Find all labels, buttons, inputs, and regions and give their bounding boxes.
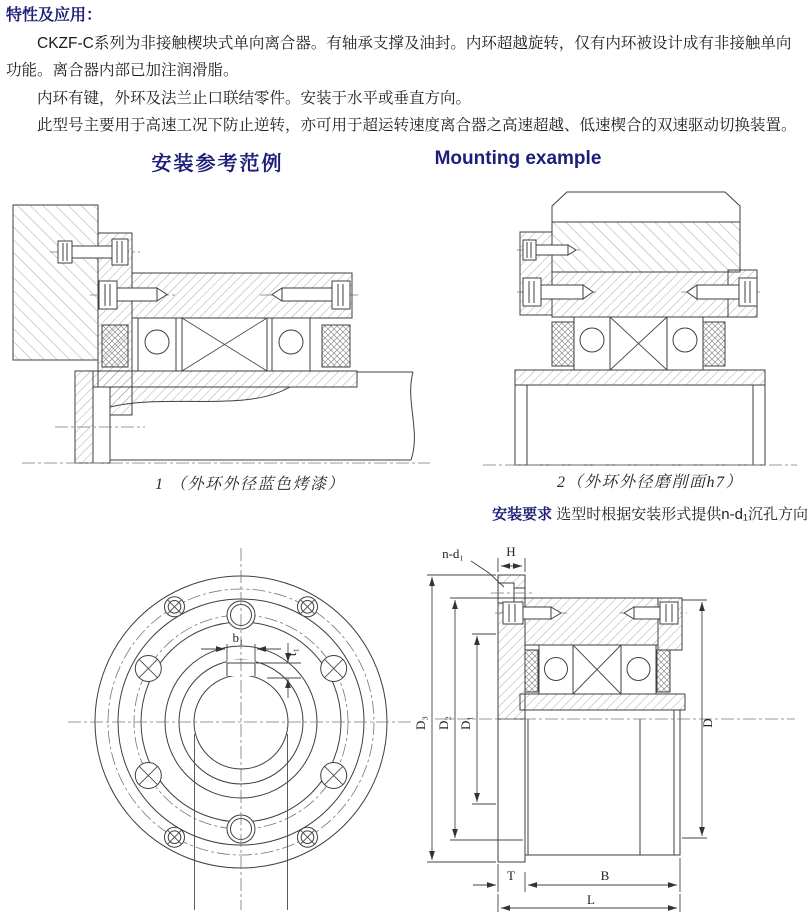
- seal: [552, 322, 574, 366]
- hub-bore: [93, 387, 110, 463]
- seal: [703, 322, 725, 366]
- dimension-nd1: [442, 546, 504, 587]
- hub: [75, 371, 93, 463]
- seal: [322, 325, 350, 367]
- dim-label-t1: t₁: [284, 647, 299, 657]
- intro-paragraph: 此型号主要用于高速工况下防止逆转，亦可用于超运转速度离合器之高速超越、低速楔合的双速驱动切换装置。: [37, 117, 797, 134]
- intro-title: 特性及应用：: [6, 7, 103, 24]
- intro-paragraph: CKZF-C系列为非接触楔块式单向离合器。有轴承支撑及油封。内环超越旋转，仅有内环被设计成有非接触单向功能。离合器内部已加注润滑脂。: [6, 34, 792, 79]
- dim-label-d2: D₂: [436, 716, 451, 730]
- dim-label-t: T: [507, 868, 515, 883]
- caption-example-1: 1 （外环外径蓝色烤漆）: [154, 476, 345, 493]
- dimension-t: [473, 864, 515, 892]
- seal: [525, 650, 538, 692]
- front-view-drawing: [60, 542, 420, 913]
- intro-paragraph: 内环有键，外环及法兰止口联结零件。安装于水平或垂直方向。: [37, 89, 472, 107]
- dim-label-l: L: [587, 892, 595, 907]
- dim-label-h: H: [506, 544, 516, 559]
- mounting-example-1-drawing: [10, 185, 435, 470]
- inner-ring: [520, 694, 685, 710]
- dim-label-nd1: n-d₁: [442, 546, 464, 561]
- seal: [102, 325, 128, 367]
- housing: [552, 192, 740, 272]
- install-requirement: [492, 503, 808, 524]
- dimension-l: [498, 892, 680, 912]
- sleeve: [515, 385, 765, 465]
- inner-ring: [515, 370, 765, 385]
- intro-block: [6, 2, 806, 140]
- bearing-row: [525, 645, 670, 694]
- dim-label-d3: D₃: [413, 716, 428, 730]
- install-requirement-text: 选型时根据安装形式提供n-d₁沉孔方向: [556, 506, 808, 523]
- body-lower-half: [498, 710, 680, 862]
- dim-label-b: B: [600, 868, 610, 883]
- caption-example-2: 2（外环外径磨削面h7）: [556, 474, 743, 491]
- machine-wall: [13, 205, 98, 360]
- mounting-example-2-drawing: [475, 182, 805, 472]
- dim-label-b1: b₁: [232, 630, 244, 645]
- dim-label-d1: D₁: [458, 716, 473, 730]
- inner-ring: [93, 371, 357, 387]
- dim-label-d: D: [700, 718, 715, 728]
- heading-mounting-en: Mounting example: [434, 148, 602, 169]
- dimension-d3: [413, 575, 496, 862]
- bearing-row: [102, 318, 350, 371]
- bearing-row: [552, 317, 725, 370]
- dimension-h: [498, 544, 525, 572]
- install-requirement-label: 安装要求: [492, 506, 553, 523]
- heading-mounting-zh: 安装参考范例: [151, 153, 284, 175]
- seal: [657, 650, 670, 692]
- section-view-drawing: [415, 542, 810, 913]
- outer-ring: [525, 598, 658, 645]
- dimension-b: [525, 858, 680, 892]
